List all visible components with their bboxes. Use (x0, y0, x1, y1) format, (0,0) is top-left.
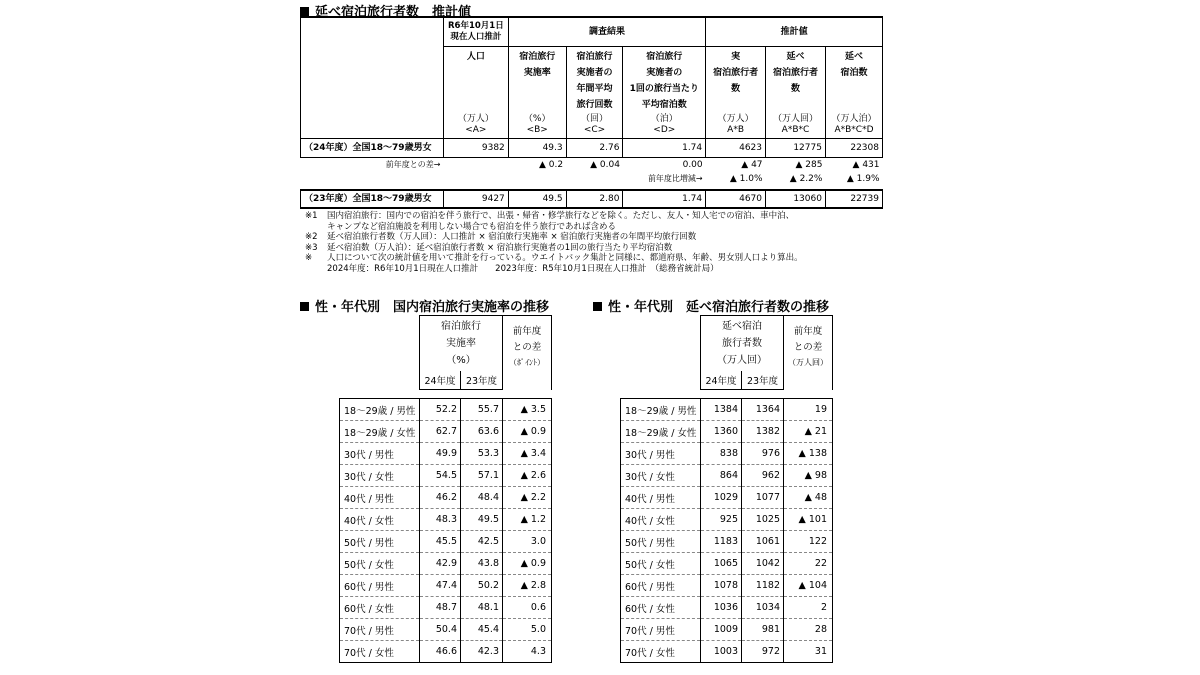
row-label: 60代 / 女性 (621, 597, 701, 619)
value-24: 45.5 (420, 531, 461, 553)
note-line (305, 211, 803, 222)
value-diff: ▲ 3.4 (503, 443, 552, 465)
survey-group-header: 調査結果 (508, 17, 705, 46)
value-23: 1034 (742, 597, 784, 619)
value-23: 53.3 (461, 443, 503, 465)
column-unit (566, 114, 623, 139)
note-mark: ※2 (305, 232, 318, 243)
column-header: 実 宿泊旅行者 数 (706, 46, 766, 114)
formula-code: <A> (465, 125, 487, 135)
row-label: 18～29歳 / 女性 (340, 421, 420, 443)
row-label: 70代 / 女性 (340, 641, 420, 663)
value-diff: ▲ 1.2 (503, 509, 552, 531)
col-24-header: 24年度 (701, 371, 742, 390)
value-cell: 49.3 (508, 139, 566, 158)
left-section-title: 性・年代別 国内宿泊旅行実施率の推移 (300, 296, 549, 315)
value-23: 48.1 (461, 597, 503, 619)
square-bullet-icon (593, 302, 602, 311)
table-row (340, 399, 552, 421)
value-23: 55.7 (461, 399, 503, 421)
table-row (621, 597, 833, 619)
value-23: 981 (742, 619, 784, 641)
value-23: 972 (742, 641, 784, 663)
column-unit (508, 114, 566, 139)
value-cell: 4670 (706, 190, 766, 208)
diff-header-label: 前年度 との差 (512, 326, 542, 353)
diff-unit-label: （ﾎﾟｲﾝﾄ） (509, 358, 545, 367)
col-23-header: 23年度 (742, 371, 784, 390)
value-diff: ▲ 0.9 (503, 421, 552, 443)
row-label: 30代 / 男性 (621, 443, 701, 465)
table-row (621, 399, 833, 421)
value-23: 45.4 (461, 619, 503, 641)
row-label: 18～29歳 / 男性 (340, 399, 420, 421)
value-23: 50.2 (461, 575, 503, 597)
value-diff: 31 (784, 641, 833, 663)
row-label: 60代 / 女性 (340, 597, 420, 619)
col-23-header: 23年度 (461, 371, 503, 390)
row-2024 (301, 139, 883, 158)
value-cell: 1.74 (623, 139, 706, 158)
row-label: 18～29歳 / 男性 (621, 399, 701, 421)
unit-label: （万人） (457, 114, 494, 124)
table-row (621, 531, 833, 553)
table-row (340, 531, 552, 553)
ratio-cell: ▲ 2.2% (789, 173, 823, 184)
table-row (340, 575, 552, 597)
unit-label: （万人回） (772, 114, 818, 124)
value-24: 1036 (701, 597, 742, 619)
formula-code: A*B*C*D (834, 125, 874, 135)
table-row (621, 465, 833, 487)
value-23: 962 (742, 465, 784, 487)
value-23: 1182 (742, 575, 784, 597)
table-row (340, 487, 552, 509)
row-label: 18～29歳 / 女性 (621, 421, 701, 443)
value-23: 49.5 (461, 509, 503, 531)
note-mark: ※1 (305, 211, 318, 221)
column-unit (443, 114, 508, 139)
metric-header (701, 316, 784, 372)
metric-header-label: 宿泊旅行 実施率 （%） (441, 321, 481, 366)
row-label: （23年度）全国18～79歳男女 (301, 190, 444, 208)
table-row (340, 421, 552, 443)
value-diff: ▲ 2.2 (503, 487, 552, 509)
table-row (621, 509, 833, 531)
value-diff: ▲ 48 (784, 487, 833, 509)
value-diff: 0.6 (503, 597, 552, 619)
value-23: 48.4 (461, 487, 503, 509)
participation-rate-table (339, 315, 552, 663)
diff-header (784, 316, 833, 390)
row-label: 60代 / 男性 (340, 575, 420, 597)
value-23: 1077 (742, 487, 784, 509)
value-diff: 3.0 (503, 531, 552, 553)
diff-cell: 0.00 (682, 159, 703, 170)
diff-row-label: 前年度との差→ (385, 159, 441, 169)
row-label: 30代 / 男性 (340, 443, 420, 465)
column-header: 人口 (443, 46, 508, 114)
note-text: キャンプなど宿泊施設を利用しない場合でも宿泊を伴う旅行であれば含める (327, 221, 617, 232)
value-diff: 2 (784, 597, 833, 619)
table-row (621, 487, 833, 509)
value-23: 1042 (742, 553, 784, 575)
row-label: 50代 / 男性 (621, 531, 701, 553)
diff-cell: ▲ 285 (795, 159, 823, 170)
value-24: 925 (701, 509, 742, 531)
column-header: 宿泊旅行 実施者の 1回の旅行当たり 平均宿泊数 (623, 46, 706, 114)
value-24: 1360 (701, 421, 742, 443)
table-row (340, 553, 552, 575)
row-label: 50代 / 男性 (340, 531, 420, 553)
ratio-row (301, 172, 883, 186)
value-24: 50.4 (420, 619, 461, 641)
row-label: 60代 / 男性 (621, 575, 701, 597)
value-diff: 4.3 (503, 641, 552, 663)
row-2023 (301, 190, 883, 208)
value-cell: 22739 (825, 190, 882, 208)
value-24: 62.7 (420, 421, 461, 443)
column-unit (623, 114, 706, 139)
row-label: 50代 / 女性 (621, 553, 701, 575)
unit-label: （万人） (717, 114, 754, 124)
formula-code: A*B (727, 125, 744, 135)
table-row (340, 443, 552, 465)
column-unit (825, 114, 882, 139)
column-unit (766, 114, 826, 139)
value-cell: 12775 (766, 139, 826, 158)
value-24: 838 (701, 443, 742, 465)
formula-code: A*B*C (781, 125, 810, 135)
column-header: 宿泊旅行 実施率 (508, 46, 566, 114)
value-24: 1003 (701, 641, 742, 663)
note-text: 人口について次の統計値を用いて推計を行っている。ウエイトバック集計と同様に、都道府県、年齢、男女別人口より算出。 (327, 253, 803, 264)
diff-cell: ▲ 431 (852, 159, 880, 170)
diff-header-label: 前年度 との差 (793, 326, 823, 353)
diff-header (503, 316, 552, 390)
value-diff: ▲ 98 (784, 465, 833, 487)
formula-code: <D> (653, 125, 676, 135)
value-23: 43.8 (461, 553, 503, 575)
diff-cell (443, 158, 508, 172)
value-23: 1382 (742, 421, 784, 443)
note-line (305, 232, 803, 243)
footnotes (305, 211, 803, 275)
value-24: 48.3 (420, 509, 461, 531)
diff-row (301, 158, 883, 172)
value-24: 1078 (701, 575, 742, 597)
table-row (621, 575, 833, 597)
metric-header-label: 延べ宿泊 旅行者数 （万人回） (717, 321, 767, 366)
value-23: 42.3 (461, 641, 503, 663)
unit-label: （回） (581, 114, 609, 124)
population-group-header: R6年10月1日 現在人口推計 (443, 17, 508, 46)
value-cell: 2.76 (566, 139, 623, 158)
value-23: 976 (742, 443, 784, 465)
value-23: 42.5 (461, 531, 503, 553)
table-row (621, 641, 833, 663)
row-label: 70代 / 男性 (340, 619, 420, 641)
note-line (305, 222, 803, 233)
value-diff: ▲ 2.6 (503, 465, 552, 487)
value-24: 42.9 (420, 553, 461, 575)
value-24: 1183 (701, 531, 742, 553)
value-diff: ▲ 0.9 (503, 553, 552, 575)
table-row (340, 465, 552, 487)
value-cell: 9382 (443, 139, 508, 158)
ratio-row-label: 前年度比増減→ (647, 173, 703, 183)
value-diff: ▲ 138 (784, 443, 833, 465)
unit-label: （万人泊） (831, 114, 877, 124)
value-cell: 13060 (766, 190, 826, 208)
diff-unit-label: （万人回） (788, 358, 828, 367)
note-text: 2024年度：R6年10月1日現在人口推計 2023年度：R5年10月1日現在人口推計 （総務省統計局） (327, 263, 719, 274)
row-label: （24年度）全国18～79歳男女 (301, 139, 444, 158)
note-text: 国内宿泊旅行：国内での宿泊を伴う旅行で、出張・帰省・修学旅行などを除く。ただし、友人・知人宅での宿泊、車中泊、 (327, 211, 795, 221)
main-section-title: 延べ宿泊旅行者数 推計値 (300, 1, 471, 20)
value-24: 1029 (701, 487, 742, 509)
diff-cell: ▲ 0.04 (590, 159, 620, 170)
note-text: 延べ宿泊旅行者数（万人回）：人口推計 × 宿泊旅行実施率 × 宿泊旅行実施者の年間平均旅行回数 (327, 232, 697, 243)
value-24: 1065 (701, 553, 742, 575)
value-23: 1364 (742, 399, 784, 421)
column-header: 延べ 宿泊旅行者 数 (766, 46, 826, 114)
table-row (340, 597, 552, 619)
value-24: 1009 (701, 619, 742, 641)
value-24: 49.9 (420, 443, 461, 465)
table-row (340, 619, 552, 641)
table-row (621, 619, 833, 641)
row-label: 40代 / 男性 (340, 487, 420, 509)
row-label: 70代 / 女性 (621, 641, 701, 663)
column-header: 延べ 宿泊数 (825, 46, 882, 114)
ratio-cell: ▲ 1.9% (846, 173, 880, 184)
row-label: 30代 / 女性 (621, 465, 701, 487)
value-cell: 2.80 (566, 190, 623, 208)
value-diff: ▲ 3.5 (503, 399, 552, 421)
value-cell: 22308 (825, 139, 882, 158)
value-diff: ▲ 104 (784, 575, 833, 597)
table-row (340, 509, 552, 531)
value-diff: 28 (784, 619, 833, 641)
note-mark: ※ (305, 253, 313, 264)
column-header: 宿泊旅行 実施者の 年間平均 旅行回数 (566, 46, 623, 114)
estimate-table (300, 16, 883, 209)
row-label: 40代 / 男性 (621, 487, 701, 509)
table-row (621, 443, 833, 465)
ratio-cell: ▲ 1.0% (729, 173, 763, 184)
value-24: 52.2 (420, 399, 461, 421)
unit-label: （%） (523, 114, 551, 124)
row-label: 30代 / 女性 (340, 465, 420, 487)
value-24: 1384 (701, 399, 742, 421)
row-label: 50代 / 女性 (340, 553, 420, 575)
note-line (305, 253, 803, 264)
value-24: 54.5 (420, 465, 461, 487)
value-cell: 9427 (443, 190, 508, 208)
value-24: 46.2 (420, 487, 461, 509)
diff-cell: ▲ 0.2 (539, 159, 564, 170)
square-bullet-icon (300, 302, 309, 311)
column-unit (706, 114, 766, 139)
value-cell: 4623 (706, 139, 766, 158)
value-diff: 5.0 (503, 619, 552, 641)
value-23: 57.1 (461, 465, 503, 487)
note-line (305, 264, 803, 275)
table-row (340, 641, 552, 663)
right-section-title: 性・年代別 延べ宿泊旅行者数の推移 (593, 296, 829, 315)
row-label: 70代 / 男性 (621, 619, 701, 641)
diff-cell: ▲ 47 (741, 159, 763, 170)
note-line (305, 243, 803, 254)
value-cell: 49.5 (508, 190, 566, 208)
traveler-count-table (620, 315, 833, 663)
value-24: 46.6 (420, 641, 461, 663)
value-cell: 1.74 (623, 190, 706, 208)
metric-header (420, 316, 503, 372)
note-mark: ※3 (305, 242, 318, 253)
square-bullet-icon (300, 7, 309, 16)
value-diff: 19 (784, 399, 833, 421)
value-diff: 22 (784, 553, 833, 575)
value-24: 48.7 (420, 597, 461, 619)
formula-code: <C> (583, 125, 606, 135)
table-row (621, 421, 833, 443)
value-23: 63.6 (461, 421, 503, 443)
value-diff: 122 (784, 531, 833, 553)
table-row (621, 553, 833, 575)
estimate-group-header: 推計値 (706, 17, 883, 46)
formula-code: <B> (526, 125, 548, 135)
row-label: 40代 / 女性 (621, 509, 701, 531)
value-23: 1025 (742, 509, 784, 531)
value-diff: ▲ 101 (784, 509, 833, 531)
value-diff: ▲ 21 (784, 421, 833, 443)
value-diff: ▲ 2.8 (503, 575, 552, 597)
value-24: 864 (701, 465, 742, 487)
col-24-header: 24年度 (420, 371, 461, 390)
note-text: 延べ宿泊数（万人泊）：延べ宿泊旅行者数 × 宿泊旅行実施者の1回の旅行当たり平均宿泊数 (327, 242, 673, 253)
unit-label: （泊） (650, 114, 678, 124)
value-24: 47.4 (420, 575, 461, 597)
row-label: 40代 / 女性 (340, 509, 420, 531)
value-23: 1061 (742, 531, 784, 553)
